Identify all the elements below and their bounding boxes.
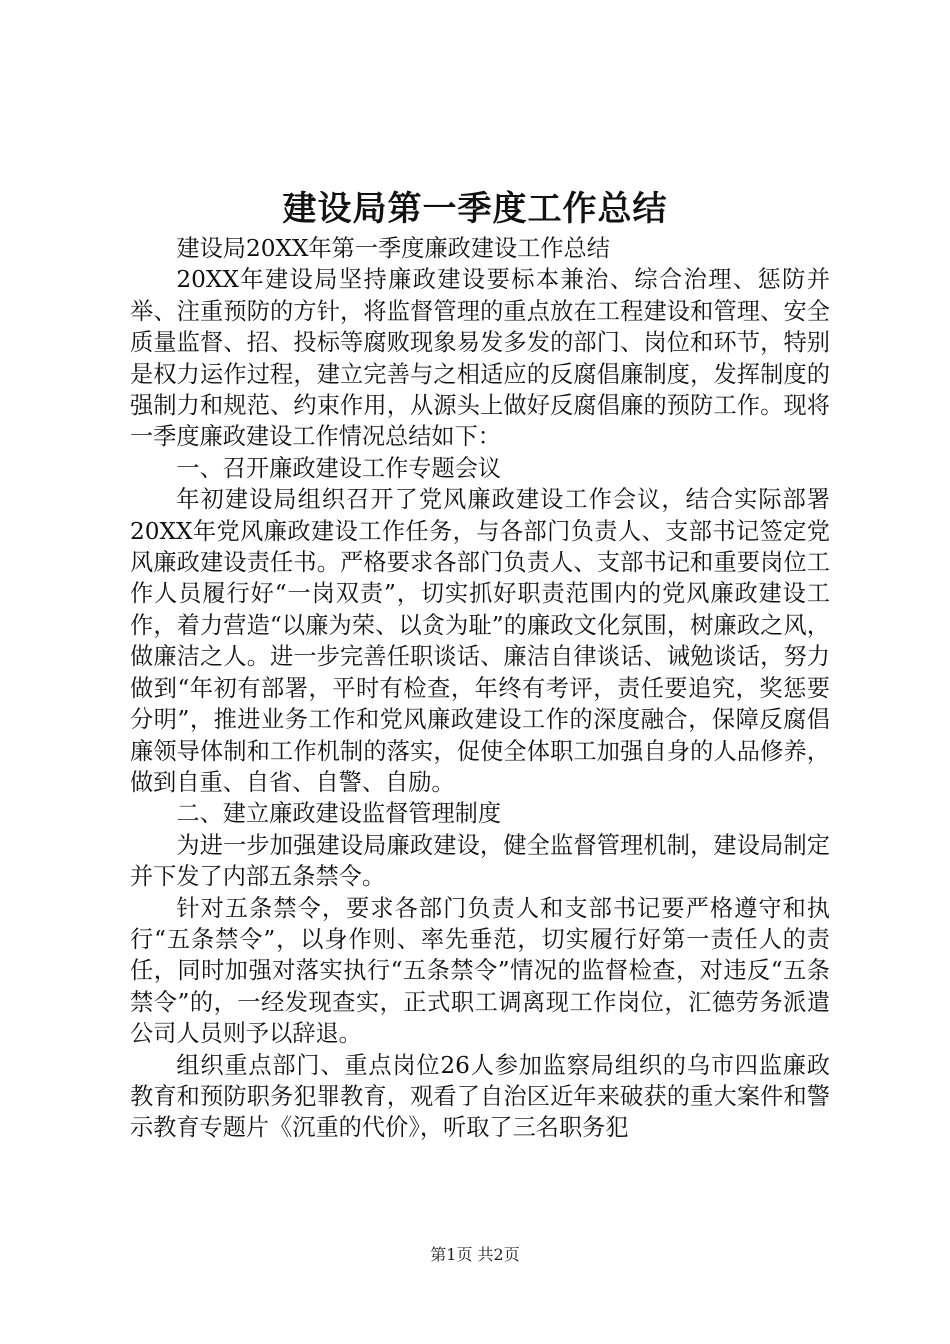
section-2-paragraph-1: 为进一步加强建设局廉政建设，健全监督管理机制，建设局制定并下发了内部五条禁令。 [130, 831, 830, 891]
section-1-paragraph: 年初建设局组织召开了党风廉政建设工作会议，结合实际部署20XX年党风廉政建设工作任务，与各部门负责人、支部书记签定党风廉政建设责任书。严格要求各部门负责人、支部书记和重要岗位工作人员履行好“一岗双责”，切实抓好职责范围内的党风廉政建设工作，着力营造“以廉为荣、以贪为耻”的廉政文化氛围，树廉政之风，做廉洁之人。进一步完善任职谈话、廉洁自律谈话、诫勉谈话，努力做到“年初有部署，平时有检查，年终有考评，责任要追究，奖惩要分明”，推进业务工作和党风廉政建设工作的深度融合，保障反腐倡廉领导体制和工作机制的落实，促使全体职工加强自身的人品修养，做到自重、自省、自警、自励。 [130, 486, 830, 796]
subtitle-paragraph: 建设局20XX年第一季度廉政建设工作总结 [176, 235, 610, 262]
document-title: 建设局第一季度工作总结 [282, 189, 668, 229]
section-2-paragraph-2: 针对五条禁令，要求各部门负责人和支部书记要严格遵守和执行“五条禁令”，以身作则、率先垂范，切实履行好第一责任人的责任，同时加强对落实执行“五条禁令”情况的监督检查，对违反“五条禁令”的，一经发现查实，正式职工调离现工作岗位，汇德劳务派遣公司人员则予以辞退。 [130, 894, 830, 1048]
section-2-paragraph-3: 组织重点部门、重点岗位26人参加监察局组织的乌市四监廉政教育和预防职务犯罪教育，观看了自治区近年来破获的重大案件和警示教育专题片《沉重的代价》，听取了三名职务犯 [130, 1051, 830, 1142]
document-body [130, 233, 830, 1144]
section-heading-1: 一、召开廉政建设工作专题会议 [176, 454, 502, 482]
page-number-footer: 第1页 共2页 [430, 1245, 520, 1264]
section-heading-2: 二、建立廉政建设监督管理制度 [176, 800, 502, 828]
intro-paragraph: 20XX年建设局坚持廉政建设要标本兼治、综合治理、惩防并举、注重预防的方针，将监督管理的重点放在工程建设和管理、安全质量监督、招、投标等腐败现象易发多发的部门、岗位和环节，特别是权力运作过程，建立完善与之相适应的反腐倡廉制度，发挥制度的强制力和规范、约束作用，从源头上做好反腐倡廉的预防工作。现将一季度廉政建设工作情况总结如下： [130, 266, 830, 451]
